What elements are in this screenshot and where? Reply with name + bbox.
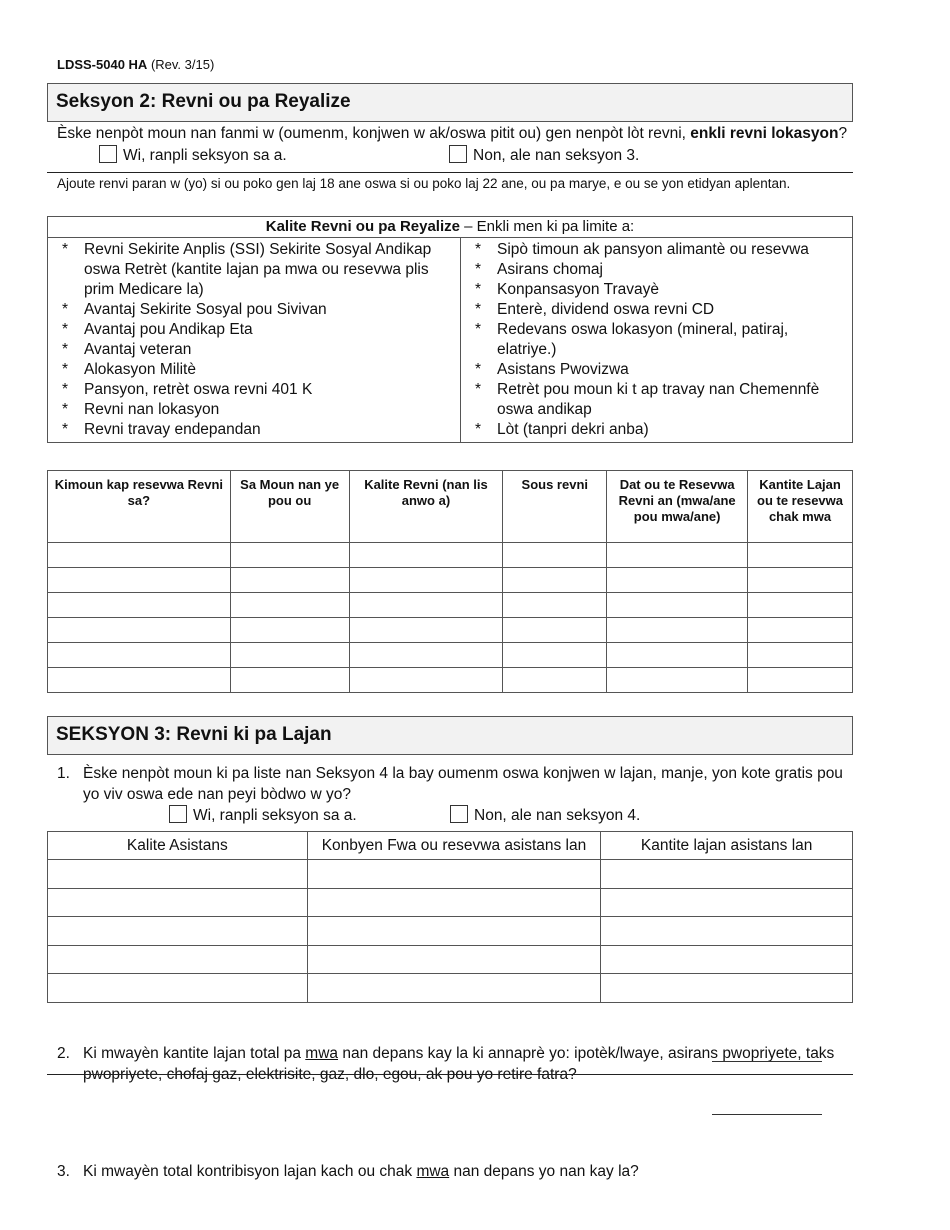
- question-emphasis: mwa: [305, 1045, 339, 1062]
- table-cell[interactable]: [349, 543, 503, 568]
- table-cell[interactable]: [601, 974, 853, 1003]
- table-cell[interactable]: [503, 543, 607, 568]
- section3-title: SEKSYON 3: Revni ki pa Lajan: [47, 716, 853, 755]
- income-types-right-list: [461, 238, 852, 442]
- section3-yes-option[interactable]: [169, 805, 357, 826]
- table-cell[interactable]: [503, 593, 607, 618]
- table-cell[interactable]: [748, 543, 853, 568]
- income-types-header: [48, 217, 852, 238]
- table-cell[interactable]: [48, 917, 308, 946]
- table-cell[interactable]: [48, 593, 231, 618]
- table-cell[interactable]: [349, 618, 503, 643]
- column-header: Dat ou te Resevwa Revni an (mwa/ane pou mwa/ane): [607, 471, 748, 543]
- table-cell[interactable]: [307, 974, 601, 1003]
- section2-question-end: ?: [838, 125, 848, 142]
- section3-yes-checkbox[interactable]: [169, 805, 187, 823]
- section2-no-label: Non, ale nan seksyon 3.: [473, 147, 640, 164]
- section3-question-1: [57, 763, 847, 805]
- income-types-left-list: [48, 238, 461, 442]
- table-row: [48, 945, 853, 974]
- table-cell[interactable]: [307, 945, 601, 974]
- list-item: * Asirans chomaj: [475, 261, 603, 278]
- question-text: nan depans kay la ki annaprè yo: ipotèk/lwaye, asirans pwopriyete, taks pwopriyete, chofaj gaz, elektrisite, gaz, dlo, egou, ak pou yo retire fatra?: [83, 1045, 835, 1083]
- column-header: Kantite Lajan ou te resevwa chak mwa: [748, 471, 853, 543]
- table-cell[interactable]: [230, 643, 349, 668]
- question-number: 1.: [57, 765, 70, 782]
- table-cell[interactable]: [48, 888, 308, 917]
- question-text: Èske nenpòt moun ki pa liste nan Seksyon 4 la bay oumenm oswa konjwen w lajan, manje, yon kote gratis pou yo viv oswa ede nan peyi bòdwo w yo?: [83, 765, 843, 803]
- answer-blank-q3[interactable]: [712, 1114, 822, 1115]
- list-item: * Revni travay endepandan: [62, 421, 261, 438]
- table-cell[interactable]: [748, 668, 853, 693]
- list-item: * Konpansasyon Travayè: [475, 281, 659, 298]
- table-row: [48, 888, 853, 917]
- table-cell[interactable]: [607, 593, 748, 618]
- section2-no-option[interactable]: [449, 145, 639, 166]
- table-cell[interactable]: [601, 917, 853, 946]
- list-item: * Sipò timoun ak pansyon alimantè ou resevwa: [475, 241, 809, 258]
- table-cell[interactable]: [230, 593, 349, 618]
- table-row: [48, 974, 853, 1003]
- list-item: * Retrèt pou moun ki t ap travay nan Chemennfè oswa andikap: [475, 381, 820, 418]
- section2-no-checkbox[interactable]: [449, 145, 467, 163]
- section3-no-option[interactable]: [450, 805, 640, 826]
- list-item: * Pansyon, retrèt oswa revni 401 K: [62, 381, 313, 398]
- list-item: * Revni nan lokasyon: [62, 401, 220, 418]
- table-row: [48, 618, 853, 643]
- table-row: [48, 917, 853, 946]
- table-cell[interactable]: [230, 668, 349, 693]
- question-text: nan depans yo nan kay la?: [449, 1163, 639, 1180]
- column-header: Kalite Asistans: [48, 832, 308, 860]
- form-code: LDSS-5040 HA: [57, 57, 148, 72]
- table-cell[interactable]: [503, 643, 607, 668]
- divider: [47, 1074, 853, 1075]
- table-cell[interactable]: [748, 618, 853, 643]
- table-cell[interactable]: [607, 543, 748, 568]
- table-cell[interactable]: [607, 568, 748, 593]
- section2-yes-label: Wi, ranpli seksyon sa a.: [123, 147, 287, 164]
- income-types-box: [47, 216, 853, 443]
- unearned-income-table: [47, 470, 853, 693]
- section3-no-checkbox[interactable]: [450, 805, 468, 823]
- column-header: Kantite lajan asistans lan: [601, 832, 853, 860]
- table-cell[interactable]: [48, 668, 231, 693]
- list-item: * Avantaj pou Andikap Eta: [62, 321, 253, 338]
- table-cell[interactable]: [601, 860, 853, 889]
- divider: [47, 172, 853, 173]
- table-cell[interactable]: [48, 945, 308, 974]
- column-header: Kimoun kap resevwa Revni sa?: [48, 471, 231, 543]
- section3-yes-label: Wi, ranpli seksyon sa a.: [193, 807, 357, 824]
- section3-question-2: [57, 1043, 847, 1085]
- table-cell[interactable]: [307, 860, 601, 889]
- question-number: 2.: [57, 1045, 70, 1062]
- section2-question-bold: enkli revni lokasyon: [690, 125, 839, 142]
- table-cell[interactable]: [48, 568, 231, 593]
- table-cell[interactable]: [607, 668, 748, 693]
- question-number: 3.: [57, 1163, 70, 1180]
- table-row: [48, 568, 853, 593]
- table-row: [48, 593, 853, 618]
- table-cell[interactable]: [607, 618, 748, 643]
- column-header: Sous revni: [503, 471, 607, 543]
- answer-blank-q2[interactable]: [712, 1061, 822, 1062]
- table-cell[interactable]: [748, 568, 853, 593]
- section2-question-text: Èske nenpòt moun nan fanmi w (oumenm, konjwen w ak/oswa pitit ou) gen nenpòt lòt revni,: [57, 125, 691, 142]
- table-cell[interactable]: [307, 888, 601, 917]
- section2-question: [57, 123, 857, 144]
- table-cell[interactable]: [748, 593, 853, 618]
- section2-yes-option[interactable]: [99, 145, 287, 166]
- table-cell[interactable]: [48, 974, 308, 1003]
- table-cell[interactable]: [349, 643, 503, 668]
- table-cell[interactable]: [503, 668, 607, 693]
- table-row: [48, 860, 853, 889]
- question-text: Ki mwayèn kantite lajan total pa: [83, 1045, 306, 1062]
- table-cell[interactable]: [607, 643, 748, 668]
- list-item: * Alokasyon Militè: [62, 361, 196, 378]
- table-cell[interactable]: [601, 945, 853, 974]
- table-cell[interactable]: [503, 568, 607, 593]
- table-cell[interactable]: [230, 543, 349, 568]
- income-types-title: Kalite Revni ou pa Reyalize: [265, 218, 460, 235]
- section2-yes-checkbox[interactable]: [99, 145, 117, 163]
- column-header: Kalite Revni (nan lis anwo a): [349, 471, 503, 543]
- list-item: * Avantaj veteran: [62, 341, 192, 358]
- list-item: * Enterè, dividend oswa revni CD: [475, 301, 715, 318]
- section3-question-3: [57, 1161, 847, 1182]
- table-cell[interactable]: [748, 643, 853, 668]
- table-cell[interactable]: [349, 568, 503, 593]
- table-row: [48, 668, 853, 693]
- question-text: Ki mwayèn total kontribisyon lajan kach ou chak: [83, 1163, 417, 1180]
- column-header: Sa Moun nan ye pou ou: [230, 471, 349, 543]
- table-cell[interactable]: [503, 618, 607, 643]
- list-item: * Revni Sekirite Anplis (SSI) Sekirite Sosyal Andikap oswa Retrèt (kantite lajan pa mwa ou resevwa plis prim Medicare la): [62, 241, 432, 298]
- table-cell[interactable]: [230, 618, 349, 643]
- form-revision: (Rev. 3/15): [150, 57, 215, 72]
- question-emphasis: mwa: [416, 1163, 450, 1180]
- list-item: * Asistans Pwovizwa: [475, 361, 629, 378]
- table-row: [48, 543, 853, 568]
- table-cell[interactable]: [48, 543, 231, 568]
- list-item: * Avantaj Sekirite Sosyal pou Sivivan: [62, 301, 327, 318]
- table-row: [48, 643, 853, 668]
- table-cell[interactable]: [349, 593, 503, 618]
- form-id: [57, 57, 214, 72]
- table-cell[interactable]: [48, 643, 231, 668]
- section2-title: Seksyon 2: Revni ou pa Reyalize: [47, 83, 853, 122]
- income-types-subtitle: – Enkli men ki pa limite a:: [459, 218, 635, 235]
- table-cell[interactable]: [601, 888, 853, 917]
- section2-note: Ajoute renvi paran w (yo) si ou poko gen laj 18 ane oswa si ou poko laj 22 ane, ou pa marye, e ou se yon etidyan aplentan.: [57, 176, 791, 191]
- table-cell[interactable]: [307, 917, 601, 946]
- section3-no-label: Non, ale nan seksyon 4.: [474, 807, 641, 824]
- table-cell[interactable]: [230, 568, 349, 593]
- column-header: Konbyen Fwa ou resevwa asistans lan: [307, 832, 601, 860]
- list-item: * Redevans oswa lokasyon (mineral, patiraj, elatriye.): [475, 321, 789, 358]
- list-item: * Lòt (tanpri dekri anba): [475, 421, 649, 438]
- table-cell[interactable]: [48, 860, 308, 889]
- noncash-assistance-table: [47, 831, 853, 1003]
- table-cell[interactable]: [349, 668, 503, 693]
- table-cell[interactable]: [48, 618, 231, 643]
